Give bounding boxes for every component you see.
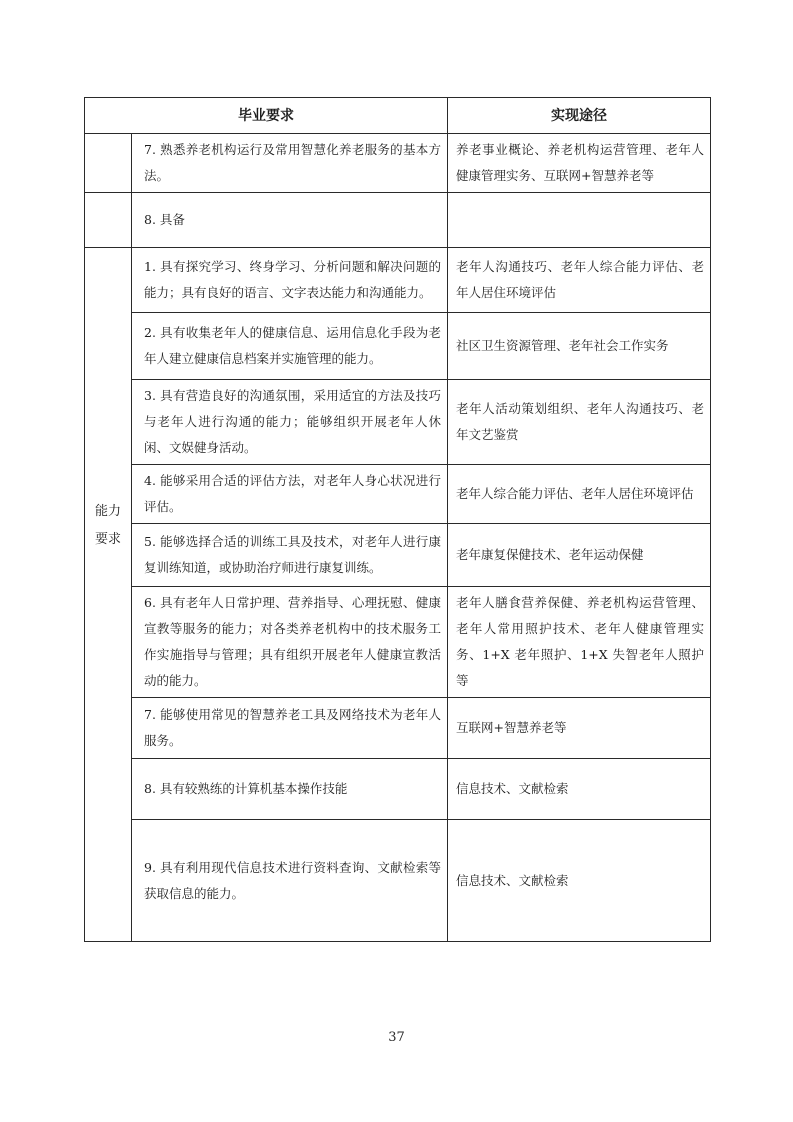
requirement-cell: 8. 具有较熟练的计算机基本操作技能 xyxy=(132,759,448,820)
empty-section-cell xyxy=(85,134,132,193)
requirement-cell: 2. 具有收集老年人的健康信息、运用信息化手段为老年人建立健康信息档案并实施管理的能力。 xyxy=(132,313,448,380)
table-row xyxy=(85,465,711,524)
requirement-cell: 7. 能够使用常见的智慧养老工具及网络技术为老年人服务。 xyxy=(132,698,448,759)
path-cell: 老年人沟通技巧、老年人综合能力评估、老年人居住环境评估 xyxy=(448,248,711,313)
header-graduation-requirements: 毕业要求 xyxy=(85,98,448,134)
requirement-cell: 7. 熟悉养老机构运行及常用智慧化养老服务的基本方法。 xyxy=(132,134,448,193)
requirement-cell: 8. 具备 xyxy=(132,193,448,248)
path-cell: 养老事业概论、养老机构运营管理、老年人健康管理实务、互联网+智慧养老等 xyxy=(448,134,711,193)
empty-section-cell xyxy=(85,193,132,248)
table-row xyxy=(85,759,711,820)
table-row xyxy=(85,193,711,248)
requirement-cell: 3. 具有营造良好的沟通氛围，采用适宜的方法及技巧与老年人进行沟通的能力；能够组织开展老年人休闲、文娱健身活动。 xyxy=(132,380,448,465)
table-row xyxy=(85,134,711,193)
requirement-cell: 5. 能够选择合适的训练工具及技术，对老年人进行康复训练知道，或协助治疗师进行康复训练。 xyxy=(132,524,448,587)
table-row xyxy=(85,524,711,587)
requirement-cell: 4. 能够采用合适的评估方法，对老年人身心状况进行评估。 xyxy=(132,465,448,524)
requirements-table xyxy=(84,97,711,942)
table-row xyxy=(85,587,711,698)
requirement-cell: 1. 具有探究学习、终身学习、分析问题和解决问题的能力；具有良好的语言、文字表达能力和沟通能力。 xyxy=(132,248,448,313)
path-cell: 信息技术、文献检索 xyxy=(448,820,711,942)
table-row xyxy=(85,380,711,465)
path-cell: 老年人活动策划组织、老年人沟通技巧、老年文艺鉴赏 xyxy=(448,380,711,465)
section-label: 能力要求 xyxy=(95,504,122,547)
path-cell: 老年人综合能力评估、老年人居住环境评估 xyxy=(448,465,711,524)
header-implementation-paths: 实现途径 xyxy=(448,98,711,134)
path-cell: 信息技术、文献检索 xyxy=(448,759,711,820)
table-row xyxy=(85,248,711,313)
table-row xyxy=(85,313,711,380)
section-label-cell xyxy=(85,248,132,942)
table-header-row xyxy=(85,98,711,134)
path-cell: 老年人膳食营养保健、养老机构运营管理、老年人常用照护技术、老年人健康管理实务、1+X 老年照护、1+X 失智老年人照护等 xyxy=(448,587,711,698)
table-row xyxy=(85,820,711,942)
path-cell: 老年康复保健技术、老年运动保健 xyxy=(448,524,711,587)
requirement-cell: 6. 具有老年人日常护理、营养指导、心理抚慰、健康宣教等服务的能力；对各类养老机构中的技术服务工作实施指导与管理；具有组织开展老年人健康宣教活动的能力。 xyxy=(132,587,448,698)
requirement-cell: 9. 具有利用现代信息技术进行资料查询、文献检索等获取信息的能力。 xyxy=(132,820,448,942)
table-row xyxy=(85,698,711,759)
path-cell xyxy=(448,193,711,248)
path-cell: 社区卫生资源管理、老年社会工作实务 xyxy=(448,313,711,380)
page-number: 37 xyxy=(388,1030,405,1045)
path-cell: 互联网+智慧养老等 xyxy=(448,698,711,759)
